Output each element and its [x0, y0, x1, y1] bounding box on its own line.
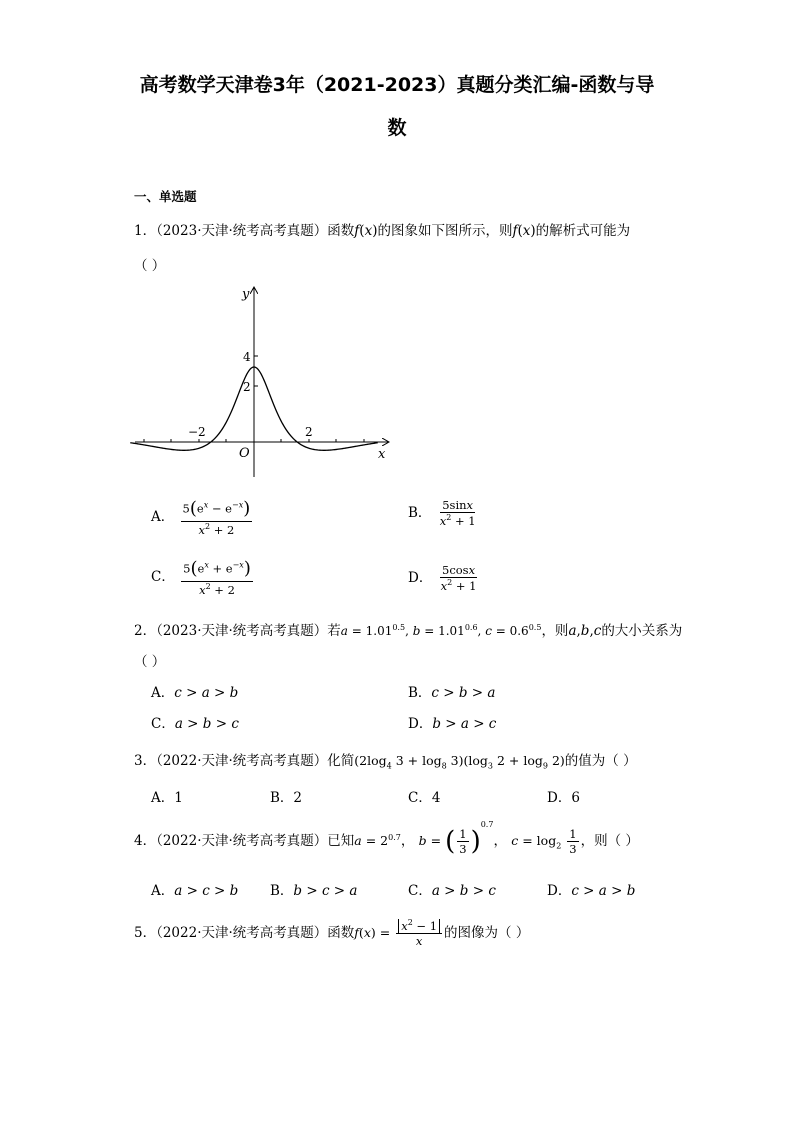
- q2-option-d[interactable]: D．b > a > c: [408, 716, 497, 732]
- q4-option-d[interactable]: D．c > a > b: [547, 883, 636, 899]
- q2-option-b[interactable]: B．c > b > a: [408, 685, 496, 701]
- q3-option-a[interactable]: A．1: [151, 790, 183, 806]
- page-title-line2: 数: [387, 117, 407, 139]
- question-1-text: 1．（2023·天津·统考高考真题）函数f(x)的图象如下图所示，则f(x)的解析式可能为: [134, 223, 631, 239]
- question-1-paren: （ ）: [134, 258, 166, 274]
- q1-option-d[interactable]: D． $\frac{5\cos x}{x^2 + 1}$: [408, 563, 477, 594]
- q3-option-c[interactable]: C．4: [408, 790, 441, 806]
- question-2-text: 2．（2023·天津·统考高考真题）若$a = 1.01^{0.5}$, $b = 1.01^{0.6}$, $c = 0.6^{0.5}$，则a,b,c的大小关系为: [134, 623, 683, 639]
- question-4-text: 4．（2022·天津·统考高考真题）已知$a = 2^{0.7}$， b = ( $\frac{1}{3}$ )$^{0.7}$， $c = \log_2$ $\frac{1}{3}$ ，则（ ）: [134, 820, 639, 857]
- q1-option-c[interactable]: C． $\frac{5(e^x + e^{-x})}{x^2 + 2}$: [151, 558, 251, 597]
- y-axis-label: y: [242, 287, 250, 302]
- function-graph: [130, 282, 400, 482]
- question-3-text: 3．（2022·天津·统考高考真题）化简($2\log_4$ $3 + \log_8 3)(\log_3$ $2 + \log_9 2$)的值为（ ）: [134, 753, 637, 771]
- q2-option-c[interactable]: C．a > b > c: [151, 716, 239, 732]
- q2-option-a[interactable]: A．c > a > b: [151, 685, 239, 701]
- section-heading: 一、单选题: [134, 189, 197, 204]
- q3-option-d[interactable]: D．6: [547, 790, 580, 806]
- y-tick-4: 4: [243, 350, 251, 364]
- page-title: 高考数学天津卷3年（2021-2023）真题分类汇编-函数与导: [139, 74, 655, 96]
- q4-option-c[interactable]: C．a > b > c: [408, 883, 496, 899]
- q1-option-b[interactable]: B． $\frac{5\sin x}{x^2 + 1}$: [408, 498, 476, 529]
- x-axis-label: x: [378, 447, 386, 462]
- y-tick-2: 2: [243, 380, 251, 394]
- x-tick-minus2: −2: [188, 425, 206, 439]
- origin-label: O: [239, 446, 250, 461]
- q4-option-b[interactable]: B．b > c > a: [270, 883, 358, 899]
- question-5-text: 5．（2022·天津·统考高考真题）函数f(x) = $\frac{x^2 - 1}{x}$ 的图像为（ ）: [134, 918, 530, 949]
- q1-option-a[interactable]: A． $\frac{5(e^x - e^{-x})}{x^2 + 2}$: [151, 498, 251, 537]
- q3-option-b[interactable]: B．2: [270, 790, 303, 806]
- q4-option-a[interactable]: A．a > c > b: [151, 883, 239, 899]
- question-2-paren: （ ）: [134, 654, 166, 670]
- x-tick-2: 2: [305, 425, 313, 439]
